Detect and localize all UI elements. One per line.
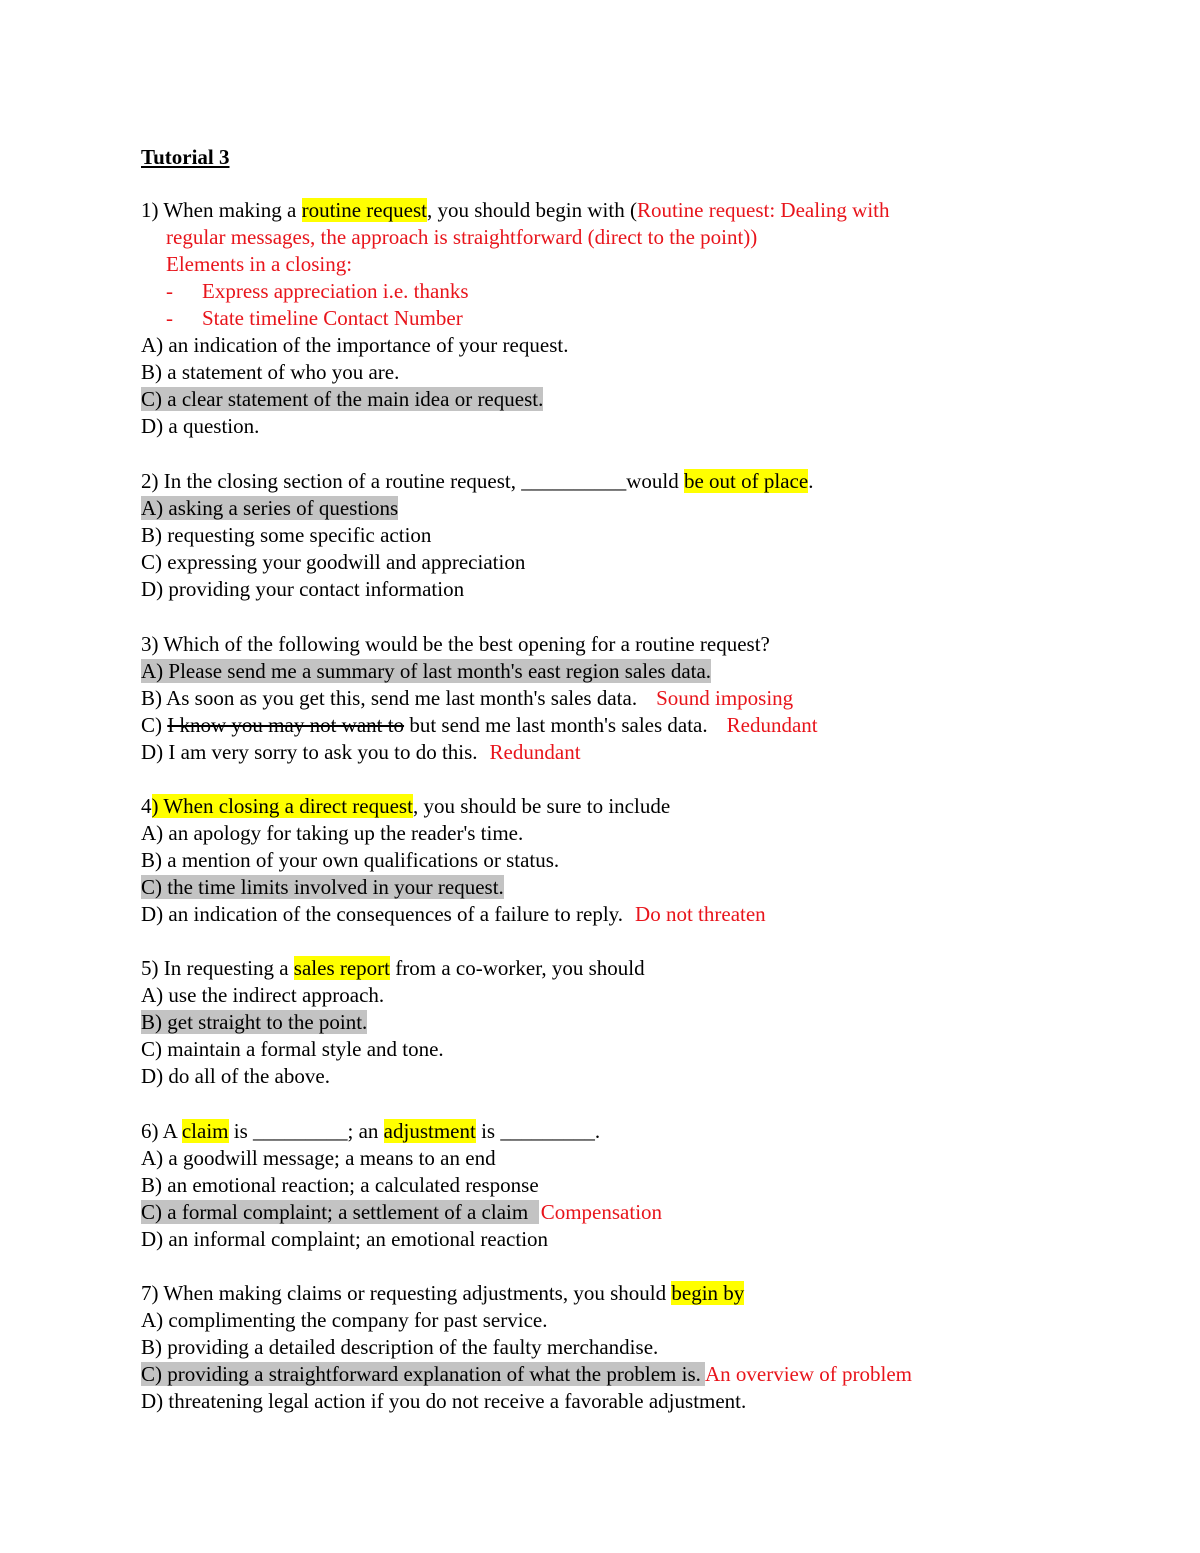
q6-highlight-adjustment: adjustment xyxy=(383,1119,476,1143)
q4-highlight: ) When closing a direct request xyxy=(151,794,413,818)
q7-highlight: begin by xyxy=(671,1281,745,1305)
q5-option-a: A) use the indirect approach. xyxy=(141,983,385,1007)
q4-answer: C) the time limits involved in your request. xyxy=(141,875,504,899)
q3-option-d xyxy=(141,739,581,765)
q4-stem-post: , you should be sure to include xyxy=(412,794,671,818)
q5-option-b xyxy=(141,1009,367,1035)
q3-answer: A) Please send me a summary of last month's east region sales data. xyxy=(141,659,712,683)
q5-stem-post: from a co-worker, you should xyxy=(390,956,645,980)
q3-note-d: Redundant xyxy=(489,740,581,764)
q1-highlight: routine request xyxy=(301,198,427,222)
q1-stem xyxy=(141,197,890,223)
q3-option-b-text: B) As soon as you get this, send me last month's sales data. xyxy=(141,686,638,710)
q6-stem xyxy=(141,1118,600,1144)
q6-stem-post: is _________. xyxy=(475,1119,601,1143)
q5-stem-pre: 5) In requesting a xyxy=(141,956,294,980)
q1-option-c xyxy=(141,386,543,412)
q5-stem xyxy=(141,955,645,981)
q1-option-d: D) a question. xyxy=(141,414,260,438)
bullet-marker: - xyxy=(166,306,173,330)
q1-note-1: Routine request: Dealing with xyxy=(636,198,890,222)
q7-option-d: D) threatening legal action if you do not receive a favorable adjustment. xyxy=(141,1389,747,1413)
q4-option-d xyxy=(141,901,766,927)
q1-bullet-1 xyxy=(166,278,469,304)
q4-option-a: A) an apology for taking up the reader's time. xyxy=(141,821,524,845)
q1-note-3: Elements in a closing: xyxy=(166,252,353,276)
q4-option-b: B) a mention of your own qualifications or status. xyxy=(141,848,560,872)
q7-option-b: B) providing a detailed description of the faulty merchandise. xyxy=(141,1335,659,1359)
q3-option-d-text: D) I am very sorry to ask you to do this. xyxy=(141,740,478,764)
q4-note-d: Do not threaten xyxy=(635,902,766,926)
q2-stem-pre: 2) In the closing section of a routine request, __________would xyxy=(141,469,684,493)
q6-option-d: D) an informal complaint; an emotional reaction xyxy=(141,1227,549,1251)
q5-highlight: sales report xyxy=(293,956,391,980)
q1-bullet-2-text: State timeline Contact Number xyxy=(202,306,463,330)
q2-option-c: C) expressing your goodwill and appreciation xyxy=(141,550,526,574)
q5-option-c: C) maintain a formal style and tone. xyxy=(141,1037,444,1061)
q4-stem-pre: 4 xyxy=(141,794,152,818)
q7-note-c: An overview of problem xyxy=(704,1362,912,1386)
q3-note-b: Sound imposing xyxy=(656,686,794,710)
q7-stem-pre: 7) When making claims or requesting adjustments, you should xyxy=(141,1281,672,1305)
q2-stem-post: . xyxy=(808,469,814,493)
q4-stem xyxy=(141,793,670,819)
q4-option-c xyxy=(141,874,504,900)
q7-answer: C) providing a straightforward explanation of what the problem is. xyxy=(141,1362,705,1386)
q2-option-b: B) requesting some specific action xyxy=(141,523,432,547)
q6-note-c: Compensation xyxy=(540,1200,663,1224)
q3-option-c-strikethrough: I know you may not want to xyxy=(167,713,405,737)
q5-answer: B) get straight to the point. xyxy=(141,1010,368,1034)
q1-option-b: B) a statement of who you are. xyxy=(141,360,400,384)
q3-note-c: Redundant xyxy=(726,713,818,737)
q1-bullet-1-text: Express appreciation i.e. thanks xyxy=(202,279,469,303)
q1-option-a: A) an indication of the importance of your request. xyxy=(141,333,569,357)
q4-option-d-text: D) an indication of the consequences of a failure to reply. xyxy=(141,902,624,926)
q1-bullet-2 xyxy=(166,305,463,331)
q6-stem-pre: 6) A xyxy=(141,1119,182,1143)
q2-option-a xyxy=(141,495,398,521)
q2-option-d: D) providing your contact information xyxy=(141,577,465,601)
q2-highlight: be out of place xyxy=(683,469,809,493)
q3-stem: 3) Which of the following would be the best opening for a routine request? xyxy=(141,632,770,656)
q3-option-c-pre: C) xyxy=(141,713,168,737)
q1-stem-pre: 1) When making a xyxy=(141,198,302,222)
q7-stem xyxy=(141,1280,744,1306)
q7-option-c xyxy=(141,1361,912,1387)
q7-option-a: A) complimenting the company for past service. xyxy=(141,1308,548,1332)
q6-option-c xyxy=(141,1199,662,1225)
q5-option-d: D) do all of the above. xyxy=(141,1064,330,1088)
q2-stem xyxy=(141,468,813,494)
q6-answer: C) a formal complaint; a settlement of a claim xyxy=(141,1200,539,1224)
title-text: Tutorial 3 xyxy=(141,145,230,169)
q2-answer: A) asking a series of questions xyxy=(141,496,399,520)
bullet-marker: - xyxy=(166,279,173,303)
document-title xyxy=(141,144,230,170)
q3-option-c-post: but send me last month's sales data. xyxy=(404,713,708,737)
q3-option-c xyxy=(141,712,818,738)
q6-stem-mid: is _________; an xyxy=(228,1119,384,1143)
q1-note-2: regular messages, the approach is straightforward (direct to the point)) xyxy=(166,225,758,249)
q3-option-b xyxy=(141,685,793,711)
q6-option-b: B) an emotional reaction; a calculated response xyxy=(141,1173,539,1197)
q1-answer: C) a clear statement of the main idea or request. xyxy=(141,387,544,411)
q3-option-a xyxy=(141,658,711,684)
q6-highlight-claim: claim xyxy=(181,1119,229,1143)
q6-option-a: A) a goodwill message; a means to an end xyxy=(141,1146,496,1170)
q1-stem-post: , you should begin with ( xyxy=(426,198,637,222)
